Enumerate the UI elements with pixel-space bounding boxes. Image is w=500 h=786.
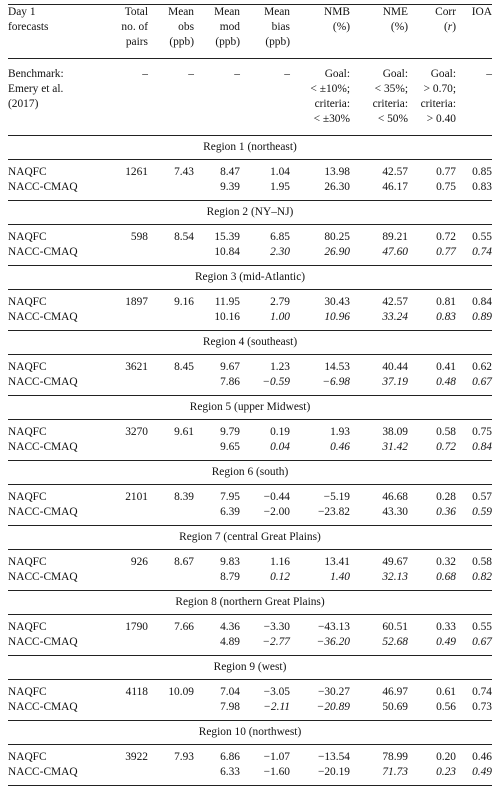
value-cell: 8.39 [148, 485, 194, 506]
value-cell: 0.74 [472, 246, 492, 258]
value-cell: 0.33 [408, 615, 456, 636]
value-cell: 0.58 [408, 420, 456, 441]
value-cell: 10.09 [148, 680, 194, 701]
value-cell: −13.54 [290, 745, 350, 766]
value-cell: 6.85 [240, 225, 290, 246]
benchmark-cell: Benchmark: Emery et al. (2017) [8, 59, 102, 136]
value-cell: 46.68 [350, 485, 408, 506]
model-name-cell: NAQFC [8, 355, 102, 376]
value-cell: 13.41 [290, 550, 350, 571]
value-cell: 7.93 [148, 745, 194, 766]
value-cell: −30.27 [290, 680, 350, 701]
region-title: Region 2 (NY–NJ) [8, 201, 492, 225]
value-cell: 0.84 [456, 290, 492, 311]
value-cell: −5.19 [290, 485, 350, 506]
value-cell: 1.23 [240, 355, 290, 376]
model-name-cell: NAQFC [8, 615, 102, 636]
value-cell [148, 310, 194, 331]
value-cell: 1897 [102, 290, 148, 311]
value-cell: 7.04 [194, 680, 240, 701]
value-cell: 43.30 [382, 506, 408, 518]
model-name-cell: NACC-CMAQ [8, 701, 78, 713]
value-cell: 0.73 [472, 701, 492, 713]
value-cell: 0.19 [240, 420, 290, 441]
value-cell: 1790 [102, 615, 148, 636]
value-cell: 8.45 [148, 355, 194, 376]
value-cell: 80.25 [290, 225, 350, 246]
value-cell: 0.72 [408, 225, 456, 246]
header-cell: Mean bias (ppb) [240, 5, 290, 59]
value-cell: 1.00 [270, 311, 290, 323]
evaluation-table [8, 4, 492, 786]
table-row [8, 635, 492, 656]
value-cell [148, 635, 194, 656]
value-cell: 10.16 [214, 311, 240, 323]
value-cell: 1.04 [240, 160, 290, 181]
value-cell: 8.79 [220, 571, 240, 583]
benchmark-cell: Goal: < 35%; criteria: < 50% [350, 59, 408, 136]
value-cell: 2101 [102, 485, 148, 506]
value-cell: −23.82 [317, 506, 350, 518]
value-cell: 7.43 [148, 160, 194, 181]
value-cell: 0.48 [436, 376, 456, 388]
value-cell: 42.57 [350, 160, 408, 181]
value-cell: 0.72 [436, 441, 456, 453]
region-header-row [8, 591, 492, 615]
value-cell: 9.79 [194, 420, 240, 441]
value-cell: 0.89 [472, 311, 492, 323]
value-cell [148, 245, 194, 266]
table-row [8, 310, 492, 331]
value-cell: 0.59 [472, 506, 492, 518]
value-cell: 0.68 [436, 571, 456, 583]
region-title: Region 5 (upper Midwest) [8, 396, 492, 420]
value-cell: 32.13 [382, 571, 408, 583]
value-cell: 33.24 [382, 311, 408, 323]
model-name-cell: NACC-CMAQ [8, 181, 78, 193]
value-cell: −3.30 [240, 615, 290, 636]
benchmark-row [8, 59, 492, 136]
header-cell: Day 1 forecasts [8, 5, 102, 59]
value-cell: 0.83 [472, 181, 492, 193]
value-cell: 2.79 [240, 290, 290, 311]
table-row [8, 765, 492, 786]
value-cell: −20.89 [316, 701, 350, 713]
value-cell: 4.89 [220, 636, 240, 648]
value-cell: 7.98 [220, 701, 240, 713]
value-cell [102, 570, 148, 591]
value-cell: −0.44 [240, 485, 290, 506]
value-cell [102, 505, 148, 526]
value-cell: 10.84 [214, 246, 240, 258]
value-cell: 6.33 [194, 765, 240, 786]
value-cell: 60.51 [350, 615, 408, 636]
model-name-cell: NAQFC [8, 420, 102, 441]
value-cell [148, 505, 194, 526]
value-cell [148, 180, 194, 201]
model-name-cell: NACC-CMAQ [8, 246, 78, 258]
table-row [8, 440, 492, 461]
table-row [8, 505, 492, 526]
value-cell: 0.55 [456, 225, 492, 246]
value-cell: 9.39 [220, 181, 240, 193]
value-cell: 0.55 [456, 615, 492, 636]
value-cell: 598 [102, 225, 148, 246]
value-cell: 1.93 [290, 420, 350, 441]
model-name-cell: NACC-CMAQ [8, 636, 78, 648]
table-row [8, 180, 492, 201]
value-cell: 4118 [102, 680, 148, 701]
value-cell: 9.61 [148, 420, 194, 441]
value-cell: 0.36 [436, 506, 456, 518]
region-title: Region 4 (southeast) [8, 331, 492, 355]
value-cell: 3270 [102, 420, 148, 441]
value-cell: 46.97 [350, 680, 408, 701]
model-name-cell: NACC-CMAQ [8, 506, 78, 518]
value-cell [102, 765, 148, 786]
value-cell: 38.09 [350, 420, 408, 441]
value-cell: 8.47 [194, 160, 240, 181]
benchmark-cell: – [148, 59, 194, 136]
value-cell: −1.07 [240, 745, 290, 766]
value-cell: 0.46 [456, 745, 492, 766]
value-cell: 9.65 [220, 441, 240, 453]
table-row [8, 160, 492, 181]
value-cell: 0.82 [472, 571, 492, 583]
value-cell: 0.04 [270, 441, 290, 453]
value-cell: 8.54 [148, 225, 194, 246]
header-cell: NME (%) [350, 5, 408, 59]
header-cell: NMB (%) [290, 5, 350, 59]
value-cell [102, 245, 148, 266]
value-cell: 1261 [102, 160, 148, 181]
model-name-cell: NAQFC [8, 680, 102, 701]
value-cell: 0.77 [408, 160, 456, 181]
table-row [8, 485, 492, 506]
value-cell: 0.20 [408, 745, 456, 766]
value-cell: 31.42 [382, 441, 408, 453]
value-cell: 0.56 [436, 701, 456, 713]
header-row [8, 5, 492, 59]
model-name-cell: NAQFC [8, 550, 102, 571]
value-cell [102, 310, 148, 331]
value-cell: 0.81 [408, 290, 456, 311]
value-cell: 0.62 [456, 355, 492, 376]
value-cell [148, 440, 194, 461]
value-cell: 40.44 [350, 355, 408, 376]
value-cell: −0.59 [262, 376, 290, 388]
region-header-row [8, 461, 492, 485]
value-cell: 1.95 [270, 181, 290, 193]
value-cell: −36.20 [316, 636, 350, 648]
value-cell: 14.53 [290, 355, 350, 376]
region-header-row [8, 721, 492, 745]
value-cell: 13.98 [290, 160, 350, 181]
value-cell: 26.30 [324, 181, 350, 193]
value-cell: 3922 [102, 745, 148, 766]
value-cell: 7.95 [194, 485, 240, 506]
value-cell: 8.67 [148, 550, 194, 571]
value-cell: 49.67 [350, 550, 408, 571]
model-name-cell: NACC-CMAQ [8, 311, 78, 323]
value-cell: 7.66 [148, 615, 194, 636]
table-row [8, 615, 492, 636]
model-name-cell: NAQFC [8, 745, 102, 766]
value-cell: 0.67 [472, 376, 492, 388]
region-header-row [8, 656, 492, 680]
value-cell: −2.77 [262, 636, 290, 648]
value-cell: 30.43 [290, 290, 350, 311]
region-header-row [8, 396, 492, 420]
region-header-row [8, 201, 492, 225]
value-cell: 78.99 [350, 745, 408, 766]
table-row [8, 290, 492, 311]
value-cell: 0.77 [436, 246, 456, 258]
table-row [8, 355, 492, 376]
header-cell: Mean obs (ppb) [148, 5, 194, 59]
value-cell: 71.73 [350, 765, 408, 786]
region-title: Region 10 (northwest) [8, 721, 492, 745]
value-cell: 9.83 [194, 550, 240, 571]
table-row [8, 680, 492, 701]
value-cell: 46.17 [382, 181, 408, 193]
model-name-cell: NACC-CMAQ [8, 441, 78, 453]
table-row [8, 375, 492, 396]
model-name-cell: NAQFC [8, 485, 102, 506]
header-cell: IOA [456, 5, 492, 59]
value-cell: 7.86 [220, 376, 240, 388]
value-cell: 89.21 [350, 225, 408, 246]
value-cell: 0.23 [408, 765, 456, 786]
value-cell: 0.57 [456, 485, 492, 506]
table-row [8, 745, 492, 766]
value-cell: 0.83 [436, 311, 456, 323]
table-row [8, 225, 492, 246]
table-row [8, 420, 492, 441]
region-title: Region 9 (west) [8, 656, 492, 680]
value-cell: 26.90 [324, 246, 350, 258]
value-cell: −2.00 [263, 506, 290, 518]
region-header-row [8, 526, 492, 550]
value-cell [102, 635, 148, 656]
benchmark-cell: Goal: < ±10%; criteria: < ±30% [290, 59, 350, 136]
value-cell [148, 375, 194, 396]
model-name-cell: NAQFC [8, 225, 102, 246]
value-cell: 42.57 [350, 290, 408, 311]
region-header-row [8, 266, 492, 290]
value-cell [102, 180, 148, 201]
value-cell: 0.49 [436, 636, 456, 648]
value-cell: 0.75 [456, 420, 492, 441]
region-title: Region 8 (northern Great Plains) [8, 591, 492, 615]
value-cell [102, 375, 148, 396]
value-cell: 0.32 [408, 550, 456, 571]
table-row [8, 550, 492, 571]
value-cell: −1.60 [240, 765, 290, 786]
header-cell corr-header: Corr (r) [408, 5, 456, 59]
value-cell [102, 700, 148, 721]
benchmark-cell: – [102, 59, 148, 136]
value-cell: 50.69 [382, 701, 408, 713]
region-title: Region 1 (northeast) [8, 136, 492, 160]
model-name-cell: NAQFC [8, 160, 102, 181]
value-cell: 0.74 [456, 680, 492, 701]
value-cell: 37.19 [382, 376, 408, 388]
table-body [8, 5, 492, 786]
value-cell: 926 [102, 550, 148, 571]
benchmark-cell: – [456, 59, 492, 136]
table-row [8, 570, 492, 591]
value-cell: 9.16 [148, 290, 194, 311]
region-title: Region 3 (mid-Atlantic) [8, 266, 492, 290]
value-cell: 0.85 [456, 160, 492, 181]
value-cell: 1.40 [330, 571, 350, 583]
benchmark-cell: – [194, 59, 240, 136]
value-cell: 15.39 [194, 225, 240, 246]
region-header-row [8, 136, 492, 160]
value-cell: −43.13 [290, 615, 350, 636]
benchmark-cell: Goal: > 0.70; criteria: > 0.40 [408, 59, 456, 136]
benchmark-cell: – [240, 59, 290, 136]
value-cell: 4.36 [194, 615, 240, 636]
value-cell: 0.49 [456, 765, 492, 786]
value-cell: 6.86 [194, 745, 240, 766]
value-cell: 0.75 [436, 181, 456, 193]
region-header-row [8, 331, 492, 355]
value-cell: 0.28 [408, 485, 456, 506]
value-cell [102, 440, 148, 461]
value-cell: −3.05 [240, 680, 290, 701]
value-cell: 10.96 [324, 311, 350, 323]
value-cell: 0.41 [408, 355, 456, 376]
value-cell: 0.61 [408, 680, 456, 701]
region-title: Region 7 (central Great Plains) [8, 526, 492, 550]
value-cell: 0.46 [330, 441, 350, 453]
value-cell: 1.16 [240, 550, 290, 571]
value-cell: 11.95 [194, 290, 240, 311]
value-cell: 0.84 [472, 441, 492, 453]
table-row [8, 700, 492, 721]
value-cell: 3621 [102, 355, 148, 376]
value-cell: 0.67 [472, 636, 492, 648]
value-cell: 47.60 [382, 246, 408, 258]
header-cell: Total no. of pairs [102, 5, 148, 59]
value-cell: −20.19 [290, 765, 350, 786]
value-cell: 0.12 [270, 571, 290, 583]
value-cell: 9.67 [194, 355, 240, 376]
value-cell [148, 700, 194, 721]
value-cell: 0.58 [456, 550, 492, 571]
table-row [8, 245, 492, 266]
header-cell: Mean mod (ppb) [194, 5, 240, 59]
model-name-cell: NACC-CMAQ [8, 765, 102, 786]
region-title: Region 6 (south) [8, 461, 492, 485]
value-cell [148, 765, 194, 786]
value-cell: −2.11 [263, 701, 290, 713]
model-name-cell: NACC-CMAQ [8, 376, 78, 388]
model-name-cell: NAQFC [8, 290, 102, 311]
value-cell: 2.30 [270, 246, 290, 258]
value-cell: 6.39 [220, 506, 240, 518]
value-cell [148, 570, 194, 591]
value-cell: 52.68 [382, 636, 408, 648]
value-cell: −6.98 [322, 376, 350, 388]
model-name-cell: NACC-CMAQ [8, 571, 78, 583]
